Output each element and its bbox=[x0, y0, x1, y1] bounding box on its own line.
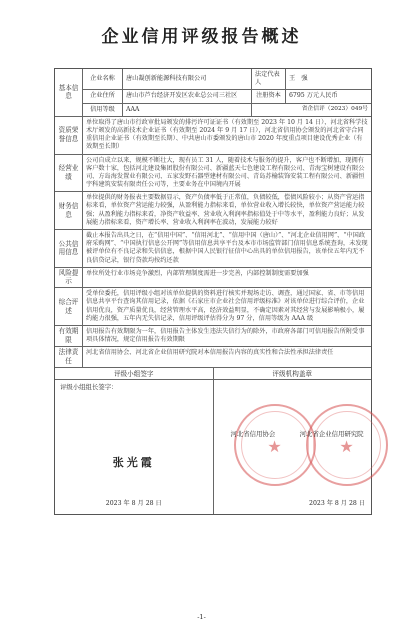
section-text: 河北省信用协会、河北省企业信用研究院对本信用报告内容的真实性和合法性承担法律责任 bbox=[86, 349, 334, 357]
section-qualification bbox=[55, 117, 371, 155]
rating-org-heading: 评级机构盖章 bbox=[214, 368, 372, 380]
signature-row bbox=[55, 368, 371, 514]
section-text: 公司自成立以来，规模不断壮大，现有员工 31 人，随着技术与服务的提升，客户也不断增加，现拥有客户数十家，包括河北建设集团股份有限公司、新疆蓝天七色建设工程有限公司、青海宝树建设有限公司、方岛海发置业有限公司、五家发野石器型建材有限公司、青岛苏榆装饰安装工程有限公司、新疆恒宇科建筑安装有限责任公司等，主要业务在中国境内开展 bbox=[86, 156, 365, 189]
section-label: 公共信用信息 bbox=[55, 230, 83, 267]
section-label: 风险提示 bbox=[55, 268, 83, 287]
page-number: -1- bbox=[197, 613, 206, 621]
section-label: 经营业绩 bbox=[55, 155, 83, 192]
basic-info-grid bbox=[83, 69, 371, 116]
section-text: 单位取得了唐山市行政审批局颁发的排污许可证证书（有效期至 2023 年 10 月 14 日），河北省科学技术厅颁发的高新技术企业证书（有效期至 2024 年 9 月 17 日），河北省信用协会颁发的河北省守合同重信用企业证书（有效期至长期）、中共唐山市委颁发的唐山市 2020 年度重点项目建设优秀企业（有效期至长期） bbox=[86, 118, 368, 151]
team-sign-date: 2023 年 8 月 28 日 bbox=[105, 499, 162, 507]
report-title: 企业信用评级报告概述 bbox=[101, 27, 302, 47]
handwritten-signature: 张光霞 bbox=[112, 455, 155, 469]
company-name-value: 唐山凝创新能源科技有限公司 bbox=[123, 69, 252, 89]
section-summary bbox=[55, 288, 371, 326]
address-value: 唐山市芦台经济开发区农业总公司三社区 bbox=[123, 90, 252, 102]
section-financial bbox=[55, 192, 371, 230]
rating-org-stamp bbox=[214, 368, 372, 514]
credit-grade-value: AAA bbox=[123, 104, 252, 116]
address-label: 企业住所 bbox=[83, 90, 123, 102]
capital-value: 6795 万元人民币 bbox=[289, 92, 338, 100]
seal-stamp-icon: ★ bbox=[306, 404, 388, 486]
certificate-number: 省企信评（2023）049号 bbox=[301, 105, 368, 112]
section-public-credit bbox=[55, 230, 371, 268]
rating-team-heading: 评级小组签字 bbox=[55, 368, 213, 380]
section-risk bbox=[55, 268, 371, 288]
section-text: 信用报告有效期限为一年，信用报告主体发生违法失信行为的除外，市政府各部门可信用报告所附受事项具体情况，规定信用报告有效期限 bbox=[86, 327, 365, 344]
section-label: 资质荣誉信息 bbox=[55, 117, 83, 154]
team-leader-label: 评级小组组长签字： bbox=[60, 382, 118, 391]
legal-rep-value: 王 强 bbox=[289, 75, 308, 83]
section-text: 受单位委托，信用评级小组对该单位提供的资料进行核实并现场走访、调查，通过国家、省、市等信用信息共享平台查询其信用记录，依据《石家庄市企业社会信用评级标准》对该单位进行综合评价，企业信用优良，资产质量优良，经营管理水平高，经济效益明显，不确定因素对其经营与发展影响极小，履约能力很强，五年内无失信记录，信用评级评估得分为 97 分，信用等级为 AAA 级 bbox=[86, 290, 365, 322]
section-validity bbox=[55, 326, 371, 347]
section-label: 综合评述 bbox=[55, 288, 83, 325]
org-name-credit-association: 河北省信用协会 bbox=[230, 429, 276, 438]
section-label: 财务信息 bbox=[55, 192, 83, 229]
rating-team-signature bbox=[55, 368, 214, 514]
section-text: 截止本报告出具之日，在“信用中国”、“信用河北”、“信用中国（唐山）”、“河北企业信用网”、“中国政府采购网”、“中国执行信息公开网”等信用信息共享平台及本市市场监管部门信用信息系统查询，未发现被评单位有不良记录和失信信息，根据中国人民银行征信中心出具的单位信用报告，该单位五年内无不良信贷记录，银行贷款均按约还款 bbox=[86, 232, 368, 264]
credit-grade-label: 信用等级 bbox=[83, 104, 123, 116]
seal-stamp-icon: ★ bbox=[234, 404, 316, 486]
section-label: 法律责任 bbox=[55, 347, 83, 366]
basic-info-label: 基本信息 bbox=[55, 69, 83, 116]
section-label: 有效期限 bbox=[55, 326, 83, 346]
org-stamp-date: 2023 年 8 月 28 日 bbox=[309, 499, 365, 507]
report-table bbox=[54, 68, 372, 515]
org-name-credit-institute: 河北省企业信用研究院 bbox=[299, 429, 364, 438]
legal-rep-label: 法定代表人 bbox=[252, 69, 286, 89]
section-performance bbox=[55, 155, 371, 193]
section-liability bbox=[55, 347, 371, 367]
company-name-label: 企业名称 bbox=[83, 69, 123, 89]
section-text: 单位所处行业市场竞争激烈，内部管理制度需进一步完善，内部控制制度需要加强 bbox=[86, 269, 309, 277]
section-text: 单位提供的财务报表主要数据显示，资产负债率低于正常值，负债较低，偿债风险较小；从资产营运指标来看，单位资产营运能力较强，从盈利能力指标来看，单位营业收入增长较快，单位资产营运能力较强；从盈利能力指标来看，净资产收益率、营业收入利润率指标值处于中等水平，盈利能力良好；从发展能力指标来看，资产增长率、营业收入利润率在波动，发展能力较好 bbox=[86, 194, 365, 226]
basic-info-row bbox=[55, 69, 371, 117]
capital-label: 注册资本 bbox=[252, 90, 286, 102]
